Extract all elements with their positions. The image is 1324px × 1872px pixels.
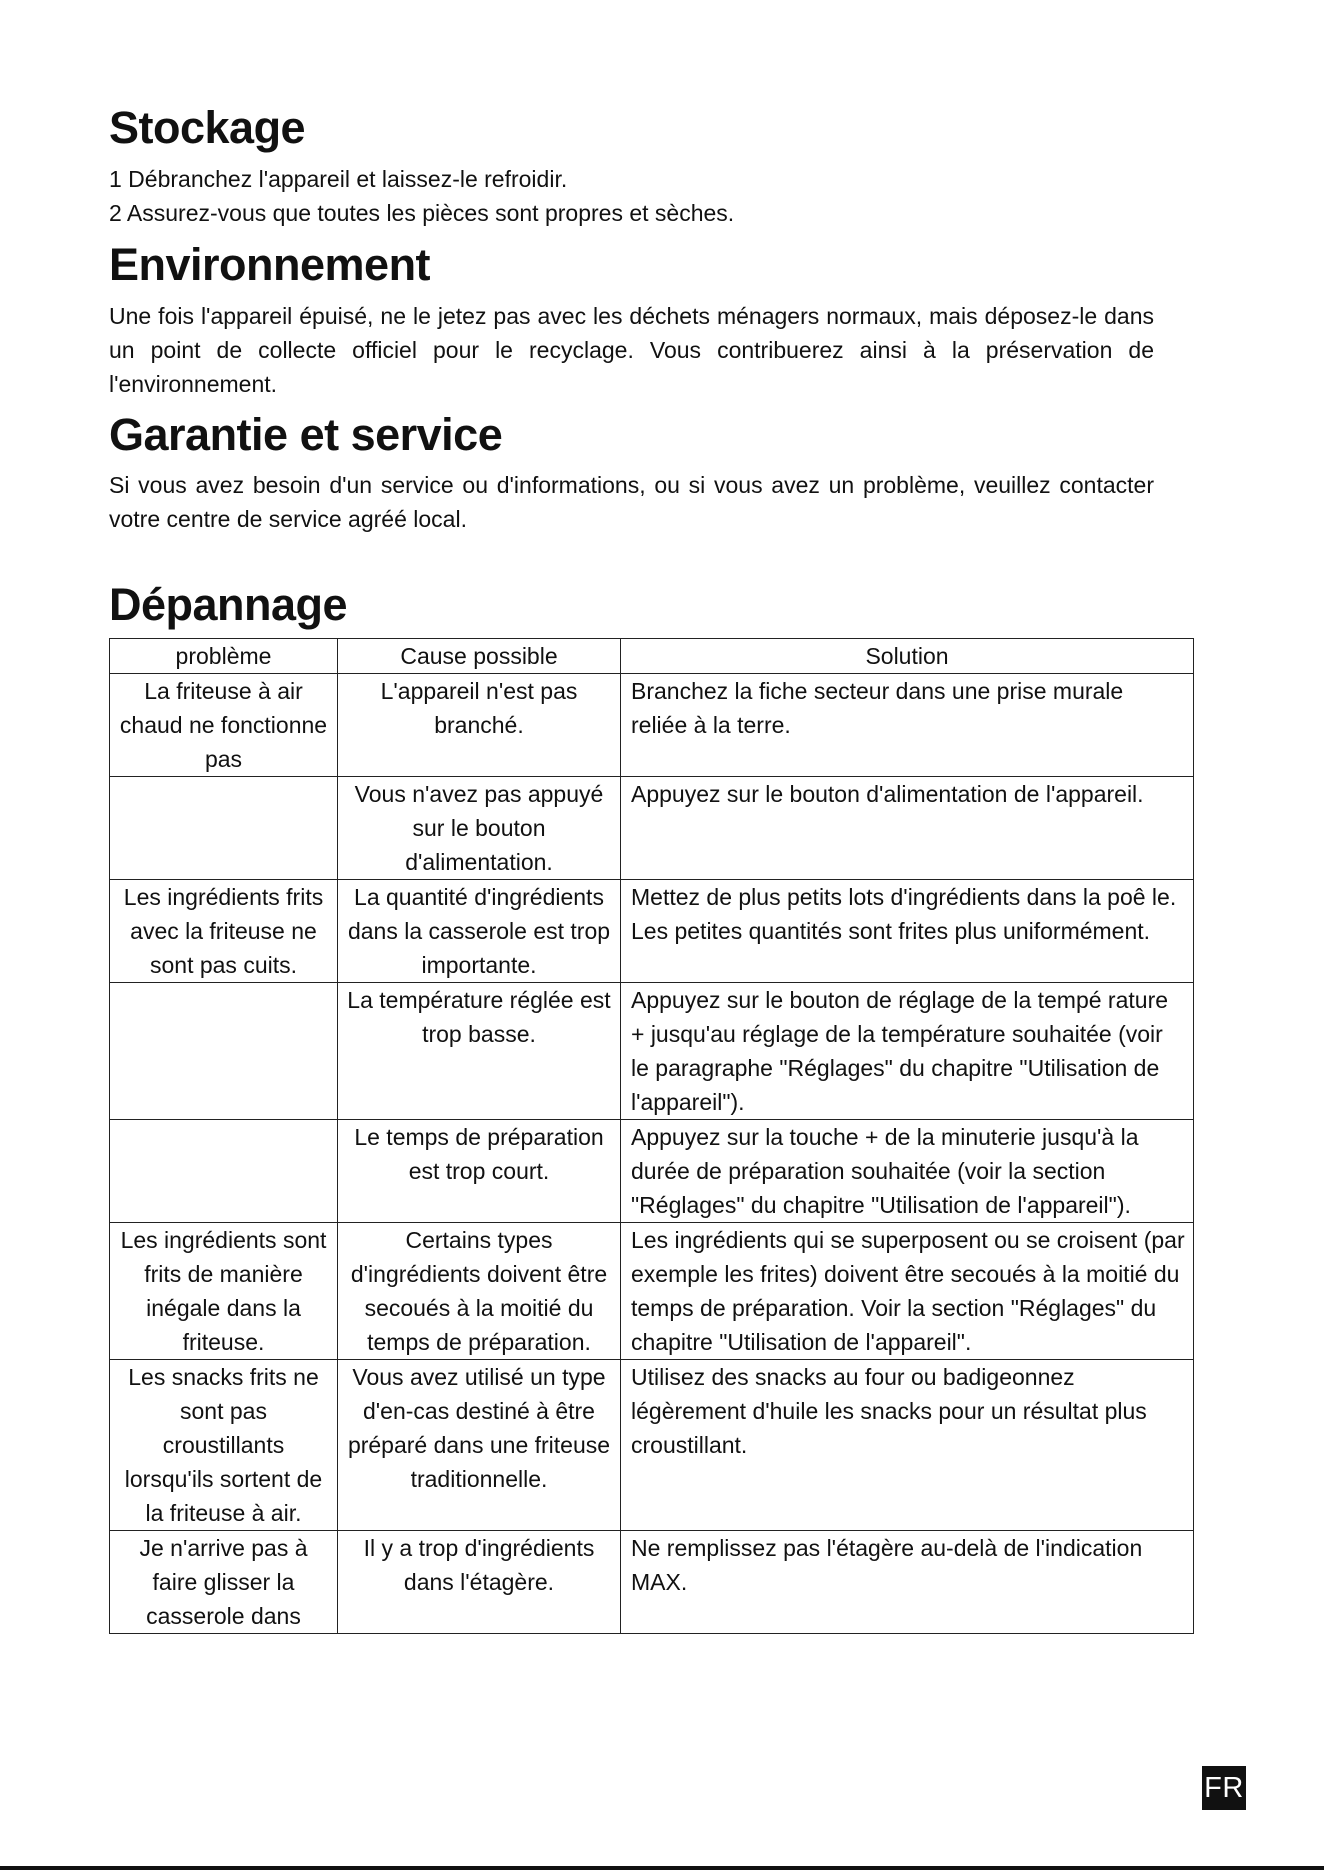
table-row: [110, 1223, 1194, 1360]
bottom-divider: [0, 1866, 1324, 1870]
stockage-step: 1 Débranchez l'appareil et laissez-le refroidir.: [109, 166, 568, 192]
environnement-paragraph: Une fois l'appareil épuisé, ne le jetez pas avec les déchets ménagers normaux, mais déposez-le dans un point de collecte officiel pour le recyclage. Vous contribuerez ainsi à la préservation de l'environnement.: [109, 303, 1154, 397]
troubleshooting-table: [109, 638, 1194, 1634]
header-cause: Cause possible: [338, 639, 621, 674]
table-row: [110, 880, 1194, 983]
problem-cell: Les ingrédients sont frits de manière inégale dans la friteuse.: [110, 1223, 338, 1360]
solution-cell: Branchez la fiche secteur dans une prise murale reliée à la terre.: [621, 674, 1194, 777]
stockage-steps: [109, 162, 734, 230]
problem-cell: Je n'arrive pas à faire glisser la casserole dans: [110, 1531, 338, 1634]
garantie-paragraph: Si vous avez besoin d'un service ou d'informations, ou si vous avez un problème, veuillez contacter votre centre de service agréé local.: [109, 472, 1154, 532]
cause-cell: Vous n'avez pas appuyé sur le bouton d'alimentation.: [338, 777, 621, 880]
cause-cell: La quantité d'ingrédients dans la casserole est trop importante.: [338, 880, 621, 983]
table-row: [110, 674, 1194, 777]
header-probleme: problème: [110, 639, 338, 674]
solution-cell: Appuyez sur le bouton de réglage de la tempé rature + jusqu'au réglage de la température souhaitée (voir le paragraphe "Réglages" du chapitre "Utilisation de l'appareil").: [621, 983, 1194, 1120]
cause-cell: Certains types d'ingrédients doivent être secoués à la moitié du temps de préparation.: [338, 1223, 621, 1360]
table-row: [110, 1360, 1194, 1531]
cause-cell: Vous avez utilisé un type d'en-cas destiné à être préparé dans une friteuse traditionnelle.: [338, 1360, 621, 1531]
section-title-depannage: Dépannage: [109, 579, 348, 630]
cause-cell: Il y a trop d'ingrédients dans l'étagère.: [338, 1531, 621, 1634]
table-row: [110, 777, 1194, 880]
table-row: [110, 1120, 1194, 1223]
problem-cell: [110, 983, 338, 1120]
solution-cell: Mettez de plus petits lots d'ingrédients dans la poê le. Les petites quantités sont frites plus uniformément.: [621, 880, 1194, 983]
header-solution: Solution: [621, 639, 1194, 674]
cause-cell: La température réglée est trop basse.: [338, 983, 621, 1120]
stockage-step: 2 Assurez-vous que toutes les pièces sont propres et sèches.: [109, 200, 735, 226]
solution-cell: Appuyez sur la touche + de la minuterie jusqu'à la durée de préparation souhaitée (voir la section "Réglages" du chapitre "Utilisation de l'appareil").: [621, 1120, 1194, 1223]
solution-cell: Les ingrédients qui se superposent ou se croisent (par exemple les frites) doivent être secoués à la moitié du temps de préparation. Voir la section "Réglages" du chapitre "Utilisation de l'appareil".: [621, 1223, 1194, 1360]
language-badge: FR: [1202, 1766, 1246, 1810]
section-title-environnement: Environnement: [109, 239, 431, 290]
table-row: [110, 1531, 1194, 1634]
cause-cell: L'appareil n'est pas branché.: [338, 674, 621, 777]
solution-cell: Utilisez des snacks au four ou badigeonnez légèrement d'huile les snacks pour un résultat plus croustillant.: [621, 1360, 1194, 1531]
problem-cell: Les ingrédients frits avec la friteuse ne sont pas cuits.: [110, 880, 338, 983]
solution-cell: Ne remplissez pas l'étagère au-delà de l'indication MAX.: [621, 1531, 1194, 1634]
problem-cell: Les snacks frits ne sont pas croustillants lorsqu'ils sortent de la friteuse à air.: [110, 1360, 338, 1531]
problem-cell: [110, 1120, 338, 1223]
problem-cell: La friteuse à air chaud ne fonctionne pas: [110, 674, 338, 777]
table-row: [110, 983, 1194, 1120]
cause-cell: Le temps de préparation est trop court.: [338, 1120, 621, 1223]
table-header-row: [110, 639, 1194, 674]
section-title-garantie: Garantie et service: [109, 409, 503, 460]
solution-cell: Appuyez sur le bouton d'alimentation de l'appareil.: [621, 777, 1194, 880]
problem-cell: [110, 777, 338, 880]
section-title-stockage: Stockage: [109, 102, 306, 153]
